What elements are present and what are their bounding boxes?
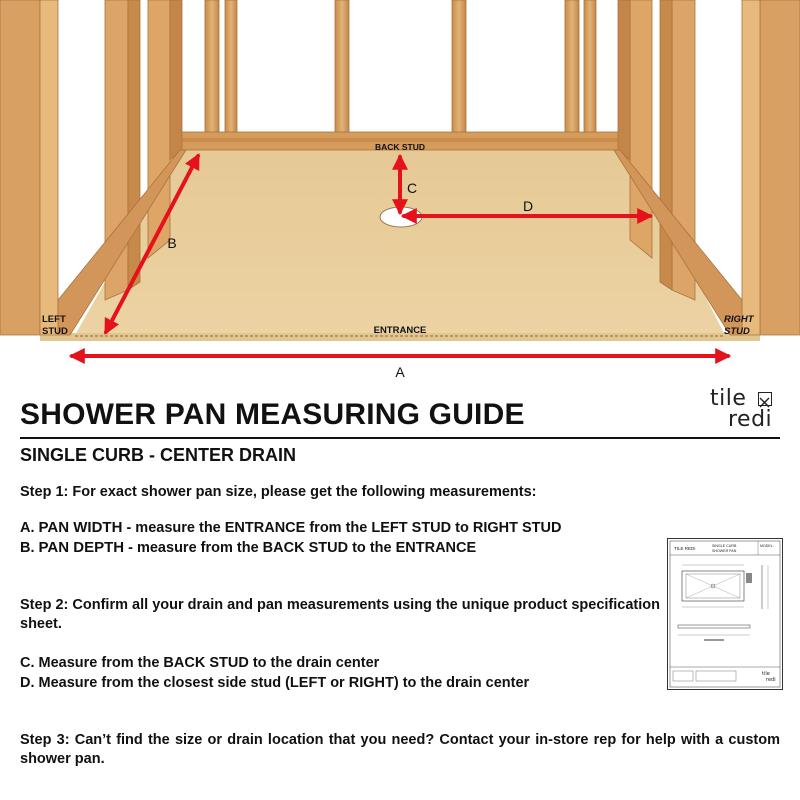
label-d: D (522, 198, 534, 214)
tile-redi-logo (706, 386, 788, 436)
left-stud-label: LEFT STUD (42, 314, 68, 337)
entrance-label: ENTRANCE (373, 325, 427, 336)
item-b-key: B. (20, 540, 39, 556)
shower-framing-illustration (0, 0, 800, 380)
spec-brand: TILE REDI (674, 546, 696, 551)
item-b (20, 538, 476, 558)
spec-sheet-thumbnail (667, 538, 783, 690)
back-stud-label: BACK STUD (374, 142, 426, 152)
spec-heading: SINGLE CURB (712, 544, 737, 548)
label-a: A (395, 364, 405, 380)
step-3-text: Step 3: Can’t find the size or drain location that you need? Contact your in-store rep for help with a custom shower pan. (20, 732, 780, 767)
step-1-text: Step 1: For exact shower pan size, please get the following measurements: (20, 484, 537, 500)
page-subtitle: SINGLE CURB - CENTER DRAIN (20, 445, 297, 465)
svg-text:tileredi: tile redi (762, 671, 776, 683)
spec-model-label: MODEL: (760, 544, 774, 548)
x-box-icon (758, 392, 772, 406)
label-c: C (406, 180, 418, 196)
item-a-key: A. (20, 520, 39, 536)
item-a-text: - measure the ENTRANCE from the LEFT STUD to RIGHT STUD (122, 520, 562, 536)
page-title: SHOWER PAN MEASURING GUIDE (20, 398, 525, 431)
label-b: B (167, 235, 177, 251)
logo-line-2: redi (728, 407, 773, 432)
item-b-name: PAN DEPTH (38, 539, 125, 556)
title-divider (20, 437, 780, 439)
item-d: D. Measure from the closest side stud (LEFT or RIGHT) to the drain center (20, 675, 530, 691)
right-stud-label: RIGHT STUD (724, 314, 754, 337)
logo-line-1: tile (710, 386, 747, 411)
item-b-text: - measure from the BACK STUD to the ENTRANCE (124, 540, 477, 556)
spec-subheading: SHOWER PAN (712, 549, 737, 553)
item-a-name: PAN WIDTH (38, 519, 123, 536)
step-2-text: Step 2: Confirm all your drain and pan measurements using the unique product specification sheet. (20, 597, 660, 632)
item-c: C. Measure from the BACK STUD to the drain center (20, 655, 380, 671)
item-a (20, 518, 561, 538)
